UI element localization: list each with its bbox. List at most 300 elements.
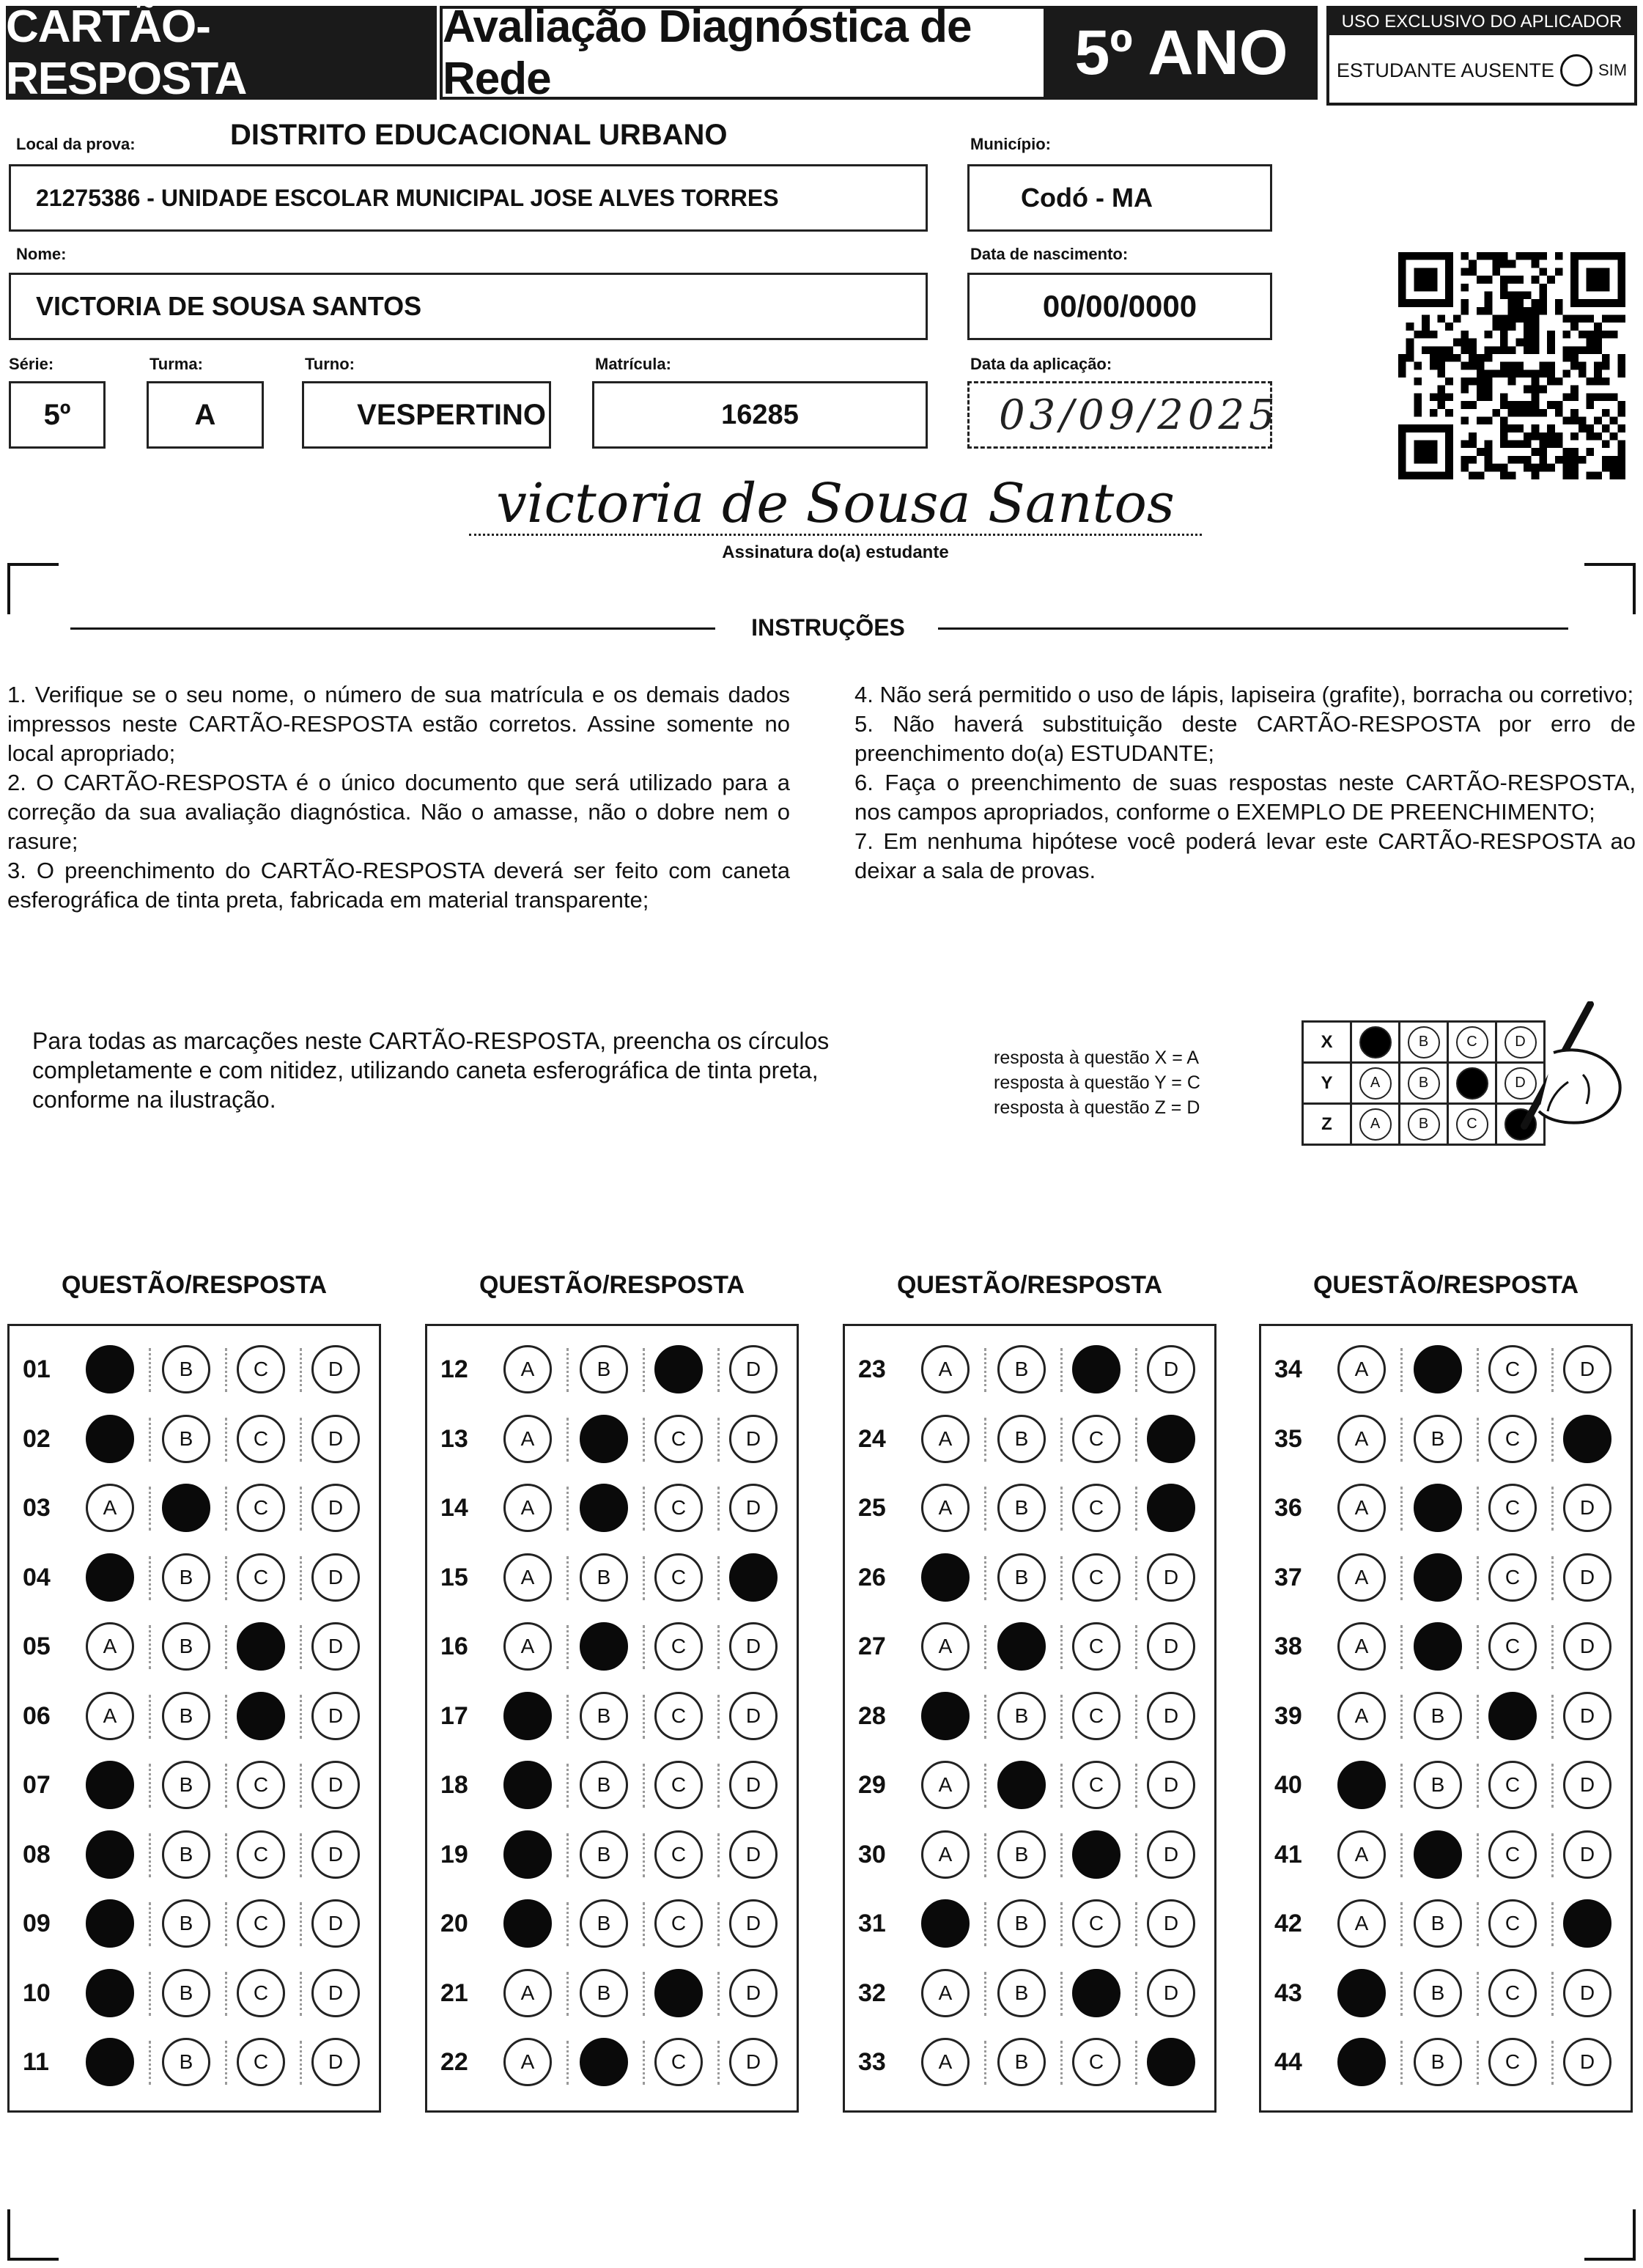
answer-bubble-c[interactable]: C bbox=[1072, 1622, 1120, 1671]
bubble-separator bbox=[717, 1348, 720, 1392]
answer-bubble-d[interactable]: D bbox=[1147, 1899, 1195, 1948]
answer-row bbox=[427, 1682, 797, 1750]
bubble-separator bbox=[1135, 2041, 1137, 2085]
answer-bubble-a[interactable]: A bbox=[921, 1969, 970, 2017]
answer-bubble-c[interactable]: C bbox=[1488, 2038, 1537, 2086]
bubble-separator bbox=[149, 1348, 151, 1392]
answer-bubble-c[interactable]: C bbox=[654, 1761, 703, 1809]
instruction-item: 4. Não será permitido o uso de lápis, lapiseira (grafite), borracha ou corretivo; bbox=[854, 682, 1634, 707]
question-number: 10 bbox=[23, 1978, 51, 2007]
question-number: 15 bbox=[440, 1563, 468, 1591]
answer-bubble-b[interactable] bbox=[580, 1622, 628, 1671]
bubble-separator bbox=[149, 1695, 151, 1739]
bubble-separator bbox=[643, 1348, 645, 1392]
answer-bubble-d[interactable]: D bbox=[1563, 2038, 1611, 2086]
bubble-separator bbox=[225, 2041, 227, 2085]
question-number: 25 bbox=[858, 1494, 886, 1522]
answer-bubble-c[interactable]: C bbox=[654, 1622, 703, 1671]
answer-bubble-d[interactable]: D bbox=[1147, 1830, 1195, 1879]
answer-bubble-c[interactable]: C bbox=[237, 1553, 285, 1602]
answer-bubble-d[interactable]: D bbox=[729, 1761, 778, 1809]
bubble-separator bbox=[1400, 1418, 1403, 1462]
student-signature: victoria de Sousa Santos bbox=[496, 472, 1175, 535]
example-cell bbox=[1351, 1022, 1400, 1063]
answer-row bbox=[845, 1404, 1214, 1473]
answer-bubble-d[interactable]: D bbox=[1147, 1761, 1195, 1809]
answer-bubble-b[interactable] bbox=[1414, 1345, 1462, 1393]
answer-bubble-b[interactable]: B bbox=[162, 1692, 210, 1740]
bubble-separator bbox=[149, 1902, 151, 1946]
answer-bubble-c[interactable] bbox=[1072, 1969, 1120, 2017]
answer-bubble-d[interactable]: D bbox=[311, 1415, 360, 1463]
bubble-separator bbox=[566, 1556, 569, 1600]
answer-bubble-a[interactable]: A bbox=[1337, 1415, 1386, 1463]
answer-bubble-a[interactable]: A bbox=[503, 1553, 552, 1602]
answer-bubble-c[interactable] bbox=[237, 1692, 285, 1740]
answer-bubble-b[interactable]: B bbox=[162, 2038, 210, 2086]
question-number: 02 bbox=[23, 1424, 51, 1453]
answer-bubble-c[interactable]: C bbox=[654, 1830, 703, 1879]
answer-bubble-d[interactable]: D bbox=[1147, 1553, 1195, 1602]
answer-bubble-d[interactable]: D bbox=[311, 1761, 360, 1809]
example-bubble: B bbox=[1408, 1026, 1440, 1058]
answer-bubble-d[interactable] bbox=[1147, 1415, 1195, 1463]
bubble-separator bbox=[1135, 1418, 1137, 1462]
bubble-separator bbox=[717, 1625, 720, 1669]
example-cell bbox=[1351, 1104, 1400, 1145]
answer-bubble-d[interactable]: D bbox=[729, 1969, 778, 2017]
answer-bubble-b[interactable] bbox=[1414, 1622, 1462, 1671]
question-number: 33 bbox=[858, 2048, 886, 2076]
bubble-separator bbox=[643, 1902, 645, 1946]
answer-bubble-d[interactable]: D bbox=[729, 1692, 778, 1740]
question-number: 04 bbox=[23, 1563, 51, 1591]
answer-bubble-b[interactable] bbox=[1414, 1830, 1462, 1879]
answer-bubble-b[interactable] bbox=[997, 1622, 1046, 1671]
answer-bubble-a[interactable]: A bbox=[86, 1622, 134, 1671]
question-number: 35 bbox=[1274, 1424, 1302, 1453]
bubble-separator bbox=[1477, 2041, 1479, 2085]
answer-bubble-b[interactable]: B bbox=[1414, 1761, 1462, 1809]
answer-bubble-c[interactable]: C bbox=[1072, 1415, 1120, 1463]
answer-bubble-a[interactable] bbox=[1337, 1969, 1386, 2017]
bubble-separator bbox=[1551, 2041, 1554, 2085]
answer-bubble-b[interactable] bbox=[580, 1415, 628, 1463]
instructions-left bbox=[7, 680, 790, 915]
example-cell bbox=[1351, 1063, 1400, 1104]
answer-bubble-c[interactable]: C bbox=[1488, 1969, 1537, 2017]
example-text: Para todas as marcações neste CARTÃO-RESPOSTA, preencha os círculos completamente e com nitidez, utilizando caneta esferográfica de tinta preta, conforme na ilustração. bbox=[32, 1028, 830, 1113]
answer-bubble-c[interactable]: C bbox=[654, 1899, 703, 1948]
class-field bbox=[147, 381, 264, 449]
answer-bubble-c[interactable]: C bbox=[1488, 1345, 1537, 1393]
class-value: A bbox=[194, 398, 216, 431]
question-number: 24 bbox=[858, 1424, 886, 1453]
bubble-separator bbox=[149, 1972, 151, 2016]
answer-bubble-b[interactable] bbox=[1414, 1484, 1462, 1532]
bubble-separator bbox=[1135, 1902, 1137, 1946]
bubble-separator bbox=[717, 1556, 720, 1600]
bubble-separator bbox=[1477, 1833, 1479, 1877]
name-label: Nome: bbox=[16, 245, 67, 263]
column-header: QUESTÃO/RESPOSTA bbox=[479, 1271, 745, 1299]
answer-bubble-a[interactable]: A bbox=[1337, 1484, 1386, 1532]
answer-bubble-c[interactable]: C bbox=[1072, 2038, 1120, 2086]
answer-bubble-c[interactable]: C bbox=[1072, 1761, 1120, 1809]
bubble-separator bbox=[149, 1418, 151, 1462]
answer-bubble-a[interactable] bbox=[1337, 1761, 1386, 1809]
answer-bubble-b[interactable]: B bbox=[162, 1830, 210, 1879]
answer-bubble-a[interactable]: A bbox=[86, 1692, 134, 1740]
bubble-separator bbox=[717, 1764, 720, 1808]
answer-bubble-a[interactable] bbox=[86, 1969, 134, 2017]
answer-row bbox=[1261, 1404, 1631, 1473]
answer-bubble-c[interactable]: C bbox=[1072, 1692, 1120, 1740]
birth-label: Data de nascimento: bbox=[970, 245, 1129, 263]
answer-bubble-a[interactable]: A bbox=[1337, 1553, 1386, 1602]
example-bubble: B bbox=[1408, 1067, 1440, 1100]
answer-bubble-b[interactable] bbox=[1414, 1553, 1462, 1602]
answer-row bbox=[10, 1959, 379, 2028]
bubble-separator bbox=[149, 2041, 151, 2085]
answer-bubble-b[interactable]: B bbox=[997, 1692, 1046, 1740]
answer-bubble-d[interactable] bbox=[729, 1553, 778, 1602]
class-label: Turma: bbox=[149, 355, 203, 373]
answer-bubble-a[interactable]: A bbox=[503, 1622, 552, 1671]
qr-code bbox=[1397, 252, 1627, 479]
answer-row bbox=[845, 1335, 1214, 1404]
answer-bubble-a[interactable]: A bbox=[1337, 1345, 1386, 1393]
answer-bubble-d[interactable]: D bbox=[1563, 1761, 1611, 1809]
answer-bubble-d[interactable]: D bbox=[729, 2038, 778, 2086]
question-number: 14 bbox=[440, 1494, 468, 1522]
school-field bbox=[9, 164, 928, 232]
bubble-separator bbox=[1551, 1764, 1554, 1808]
answer-bubble-c[interactable]: C bbox=[1488, 1553, 1537, 1602]
answer-column bbox=[843, 1324, 1216, 2113]
answer-bubble-a[interactable] bbox=[503, 1761, 552, 1809]
question-number: 12 bbox=[440, 1355, 468, 1383]
bubble-separator bbox=[1060, 1487, 1063, 1531]
grade-label: Série: bbox=[9, 355, 54, 373]
answer-row bbox=[427, 1750, 797, 1819]
bubble-separator bbox=[566, 1625, 569, 1669]
bubble-separator bbox=[1060, 1764, 1063, 1808]
answer-bubble-b[interactable]: B bbox=[580, 1553, 628, 1602]
answer-bubble-b[interactable] bbox=[580, 2038, 628, 2086]
answer-bubble-c[interactable]: C bbox=[1488, 1761, 1537, 1809]
instruction-item: 7. Em nenhuma hipótese você poderá levar este CARTÃO-RESPOSTA ao deixar a sala de provas. bbox=[854, 828, 1636, 883]
answer-bubble-c[interactable]: C bbox=[1488, 1899, 1537, 1948]
bubble-separator bbox=[1060, 1695, 1063, 1739]
corner-mark bbox=[1584, 2209, 1636, 2261]
answer-bubble-a[interactable]: A bbox=[921, 2038, 970, 2086]
question-number: 36 bbox=[1274, 1494, 1302, 1522]
answer-bubble-a[interactable]: A bbox=[503, 1969, 552, 2017]
answer-bubble-b[interactable]: B bbox=[997, 1415, 1046, 1463]
answer-bubble-a[interactable]: A bbox=[921, 1345, 970, 1393]
pen-hand-icon bbox=[1480, 1001, 1627, 1141]
answer-bubble-c[interactable]: C bbox=[1072, 1484, 1120, 1532]
answer-bubble-b[interactable] bbox=[162, 1484, 210, 1532]
answer-bubble-a[interactable]: A bbox=[921, 1761, 970, 1809]
answer-bubble-a[interactable] bbox=[921, 1553, 970, 1602]
example-bubble: C bbox=[1456, 1026, 1488, 1058]
bubble-separator bbox=[643, 1487, 645, 1531]
answer-bubble-a[interactable] bbox=[86, 2038, 134, 2086]
answer-bubble-d[interactable]: D bbox=[1147, 1692, 1195, 1740]
answer-bubble-d[interactable]: D bbox=[1147, 1345, 1195, 1393]
corner-mark bbox=[7, 2209, 59, 2261]
answer-row bbox=[1261, 1473, 1631, 1542]
answer-bubble-b[interactable]: B bbox=[580, 1692, 628, 1740]
bubble-separator bbox=[643, 1556, 645, 1600]
answer-bubble-d[interactable]: D bbox=[311, 1484, 360, 1532]
answer-bubble-b[interactable]: B bbox=[997, 1484, 1046, 1532]
bubble-separator bbox=[984, 1695, 986, 1739]
answer-bubble-c[interactable]: C bbox=[237, 1415, 285, 1463]
answer-bubble-d[interactable]: D bbox=[311, 1553, 360, 1602]
answer-bubble-a[interactable] bbox=[503, 1899, 552, 1948]
example-bubble: A bbox=[1359, 1108, 1392, 1141]
bubble-separator bbox=[717, 1972, 720, 2016]
answer-bubble-b[interactable]: B bbox=[997, 1553, 1046, 1602]
answer-bubble-b[interactable]: B bbox=[1414, 1692, 1462, 1740]
question-number: 16 bbox=[440, 1632, 468, 1660]
municipality-label: Município: bbox=[970, 135, 1051, 153]
answer-bubble-b[interactable]: B bbox=[162, 1345, 210, 1393]
answer-bubble-d[interactable]: D bbox=[729, 1622, 778, 1671]
answer-bubble-b[interactable]: B bbox=[1414, 1899, 1462, 1948]
bubble-separator bbox=[1400, 1487, 1403, 1531]
absent-bubble[interactable] bbox=[1560, 54, 1592, 86]
answer-bubble-b[interactable]: B bbox=[162, 1622, 210, 1671]
answer-bubble-c[interactable]: C bbox=[237, 1899, 285, 1948]
answer-bubble-d[interactable]: D bbox=[1563, 1622, 1611, 1671]
answer-row bbox=[427, 1473, 797, 1542]
answer-bubble-a[interactable]: A bbox=[921, 1484, 970, 1532]
answer-bubble-a[interactable] bbox=[921, 1692, 970, 1740]
answer-bubble-d[interactable] bbox=[1563, 1415, 1611, 1463]
answer-bubble-c[interactable]: C bbox=[237, 2038, 285, 2086]
answer-bubble-d[interactable] bbox=[1147, 1484, 1195, 1532]
bubble-separator bbox=[149, 1625, 151, 1669]
answer-bubble-c[interactable]: C bbox=[1488, 1622, 1537, 1671]
answer-bubble-c[interactable]: C bbox=[237, 1345, 285, 1393]
answer-bubble-c[interactable]: C bbox=[654, 1692, 703, 1740]
bubble-separator bbox=[984, 1348, 986, 1392]
answer-bubble-a[interactable] bbox=[1337, 2038, 1386, 2086]
answer-bubble-b[interactable] bbox=[997, 1761, 1046, 1809]
question-number: 27 bbox=[858, 1632, 886, 1660]
answer-bubble-c[interactable]: C bbox=[237, 1761, 285, 1809]
answer-bubble-a[interactable]: A bbox=[503, 1484, 552, 1532]
answer-bubble-c[interactable]: C bbox=[654, 1484, 703, 1532]
bubble-separator bbox=[225, 1625, 227, 1669]
question-number: 18 bbox=[440, 1771, 468, 1799]
answer-bubble-c[interactable] bbox=[237, 1622, 285, 1671]
bubble-separator bbox=[300, 1487, 302, 1531]
answer-bubble-c[interactable]: C bbox=[654, 2038, 703, 2086]
answer-bubble-a[interactable]: A bbox=[921, 1622, 970, 1671]
bubble-separator bbox=[1400, 1695, 1403, 1739]
answer-bubble-d[interactable]: D bbox=[311, 1899, 360, 1948]
bubble-separator bbox=[717, 1418, 720, 1462]
answer-bubble-a[interactable] bbox=[503, 1830, 552, 1879]
answer-bubble-d[interactable]: D bbox=[311, 1692, 360, 1740]
answer-bubble-d[interactable]: D bbox=[1563, 1692, 1611, 1740]
question-number: 34 bbox=[1274, 1355, 1302, 1383]
answer-bubble-d[interactable] bbox=[1147, 2038, 1195, 2086]
answer-bubble-c[interactable] bbox=[1072, 1830, 1120, 1879]
bubble-separator bbox=[1477, 1348, 1479, 1392]
answer-bubble-b[interactable]: B bbox=[997, 1345, 1046, 1393]
bubble-separator bbox=[1477, 1487, 1479, 1531]
bubble-separator bbox=[566, 1902, 569, 1946]
application-date-field bbox=[967, 381, 1280, 449]
answer-bubble-c[interactable]: C bbox=[1488, 1830, 1537, 1879]
answer-bubble-d[interactable]: D bbox=[729, 1415, 778, 1463]
bubble-separator bbox=[225, 1487, 227, 1531]
bubble-separator bbox=[225, 1418, 227, 1462]
question-number: 13 bbox=[440, 1424, 468, 1453]
answer-bubble-a[interactable] bbox=[86, 1415, 134, 1463]
bubble-separator bbox=[1477, 1556, 1479, 1600]
answer-bubble-d[interactable]: D bbox=[729, 1484, 778, 1532]
answer-bubble-b[interactable] bbox=[580, 1484, 628, 1532]
example-bubble: B bbox=[1408, 1108, 1440, 1141]
question-number: 03 bbox=[23, 1494, 51, 1522]
answer-bubble-c[interactable] bbox=[654, 1969, 703, 2017]
answer-bubble-a[interactable]: A bbox=[86, 1484, 134, 1532]
answer-bubble-a[interactable]: A bbox=[1337, 1830, 1386, 1879]
bubble-separator bbox=[643, 1764, 645, 1808]
answer-bubble-d[interactable]: D bbox=[311, 2038, 360, 2086]
answer-bubble-d[interactable]: D bbox=[1563, 1553, 1611, 1602]
bubble-separator bbox=[1477, 1902, 1479, 1946]
answer-bubble-a[interactable] bbox=[86, 1899, 134, 1948]
answer-bubble-a[interactable] bbox=[503, 1692, 552, 1740]
answer-bubble-d[interactable]: D bbox=[729, 1345, 778, 1393]
answer-bubble-c[interactable]: C bbox=[1488, 1484, 1537, 1532]
answer-bubble-d[interactable]: D bbox=[1563, 1830, 1611, 1879]
answer-bubble-a[interactable] bbox=[86, 1761, 134, 1809]
answer-bubble-b[interactable]: B bbox=[162, 1969, 210, 2017]
answer-bubble-d[interactable]: D bbox=[311, 1345, 360, 1393]
answer-bubble-d[interactable]: D bbox=[1147, 1622, 1195, 1671]
answer-bubble-c[interactable] bbox=[654, 1345, 703, 1393]
answer-bubble-c[interactable] bbox=[1072, 1345, 1120, 1393]
bubble-separator bbox=[984, 1833, 986, 1877]
district: DISTRITO EDUCACIONAL URBANO bbox=[230, 119, 728, 151]
bubble-separator bbox=[300, 2041, 302, 2085]
answer-bubble-a[interactable]: A bbox=[503, 1345, 552, 1393]
answer-bubble-a[interactable] bbox=[86, 1553, 134, 1602]
answer-bubble-b[interactable]: B bbox=[997, 2038, 1046, 2086]
answer-bubble-b[interactable]: B bbox=[1414, 1969, 1462, 2017]
answer-bubble-a[interactable]: A bbox=[1337, 1692, 1386, 1740]
applicator-box bbox=[1326, 6, 1637, 106]
answer-bubble-c[interactable]: C bbox=[654, 1415, 703, 1463]
answer-bubble-a[interactable] bbox=[921, 1899, 970, 1948]
answer-bubble-d[interactable] bbox=[1563, 1899, 1611, 1948]
answer-bubble-a[interactable] bbox=[86, 1345, 134, 1393]
answer-bubble-d[interactable]: D bbox=[729, 1830, 778, 1879]
answer-bubble-b[interactable]: B bbox=[1414, 1415, 1462, 1463]
answer-bubble-c[interactable]: C bbox=[1072, 1899, 1120, 1948]
bubble-separator bbox=[984, 1556, 986, 1600]
question-number: 43 bbox=[1274, 1978, 1302, 2007]
bubble-separator bbox=[1135, 1695, 1137, 1739]
answer-row bbox=[10, 1473, 379, 1542]
answer-bubble-a[interactable]: A bbox=[503, 2038, 552, 2086]
answer-bubble-b[interactable]: B bbox=[580, 1899, 628, 1948]
answer-bubble-c[interactable]: C bbox=[1488, 1415, 1537, 1463]
answer-bubble-b[interactable]: B bbox=[580, 1345, 628, 1393]
bubble-separator bbox=[566, 1487, 569, 1531]
answer-bubble-c[interactable]: C bbox=[237, 1484, 285, 1532]
bubble-separator bbox=[1400, 1764, 1403, 1808]
answer-bubble-d[interactable]: D bbox=[1563, 1484, 1611, 1532]
answer-bubble-b[interactable]: B bbox=[997, 1830, 1046, 1879]
bubble-separator bbox=[643, 1833, 645, 1877]
answer-bubble-b[interactable]: B bbox=[162, 1415, 210, 1463]
bubble-separator bbox=[566, 1764, 569, 1808]
bubble-separator bbox=[1551, 1972, 1554, 2016]
municipality-field bbox=[967, 164, 1272, 232]
answer-bubble-b[interactable]: B bbox=[162, 1899, 210, 1948]
answer-bubble-a[interactable]: A bbox=[1337, 1899, 1386, 1948]
answer-bubble-c[interactable]: C bbox=[237, 1830, 285, 1879]
question-number: 39 bbox=[1274, 1701, 1302, 1730]
answer-bubble-b[interactable]: B bbox=[1414, 2038, 1462, 2086]
answer-bubble-c[interactable]: C bbox=[1072, 1553, 1120, 1602]
answer-bubble-a[interactable]: A bbox=[1337, 1622, 1386, 1671]
answer-bubble-b[interactable]: B bbox=[997, 1969, 1046, 2017]
answer-row bbox=[1261, 1750, 1631, 1819]
answer-bubble-b[interactable]: B bbox=[580, 1969, 628, 2017]
answer-bubble-d[interactable]: D bbox=[311, 1969, 360, 2017]
answer-bubble-a[interactable]: A bbox=[921, 1830, 970, 1879]
bubble-separator bbox=[300, 1833, 302, 1877]
answer-row bbox=[427, 1543, 797, 1612]
instruction-item: 5. Não haverá substituição deste CARTÃO-RESPOSTA por erro de preenchimento do(a) ESTUDANTE; bbox=[854, 711, 1636, 766]
answer-bubble-b[interactable]: B bbox=[580, 1761, 628, 1809]
corner-mark bbox=[7, 563, 59, 614]
answer-bubble-d[interactable]: D bbox=[1563, 1969, 1611, 2017]
answer-bubble-b[interactable]: B bbox=[162, 1553, 210, 1602]
answer-bubble-c[interactable]: C bbox=[237, 1969, 285, 2017]
answer-bubble-d[interactable]: D bbox=[729, 1899, 778, 1948]
answer-bubble-c[interactable] bbox=[1488, 1692, 1537, 1740]
answer-bubble-b[interactable]: B bbox=[580, 1830, 628, 1879]
instruction-item: 2. O CARTÃO-RESPOSTA é o único documento que será utilizado para a correção da sua avaliação diagnóstica. Não o amasse, não o dobre nem o rasure; bbox=[7, 770, 790, 854]
bubble-separator bbox=[1060, 1902, 1063, 1946]
answer-bubble-d[interactable]: D bbox=[311, 1830, 360, 1879]
absent-field[interactable] bbox=[1329, 37, 1634, 104]
answer-bubble-d[interactable]: D bbox=[1563, 1345, 1611, 1393]
question-number: 38 bbox=[1274, 1632, 1302, 1660]
answer-bubble-c[interactable]: C bbox=[654, 1553, 703, 1602]
answer-bubble-b[interactable]: B bbox=[997, 1899, 1046, 1948]
answer-bubble-d[interactable]: D bbox=[1147, 1969, 1195, 2017]
answer-bubble-b[interactable]: B bbox=[162, 1761, 210, 1809]
answer-bubble-a[interactable]: A bbox=[503, 1415, 552, 1463]
answer-bubble-a[interactable] bbox=[86, 1830, 134, 1879]
bubble-separator bbox=[300, 1556, 302, 1600]
answer-bubble-d[interactable]: D bbox=[311, 1622, 360, 1671]
answer-bubble-a[interactable]: A bbox=[921, 1415, 970, 1463]
